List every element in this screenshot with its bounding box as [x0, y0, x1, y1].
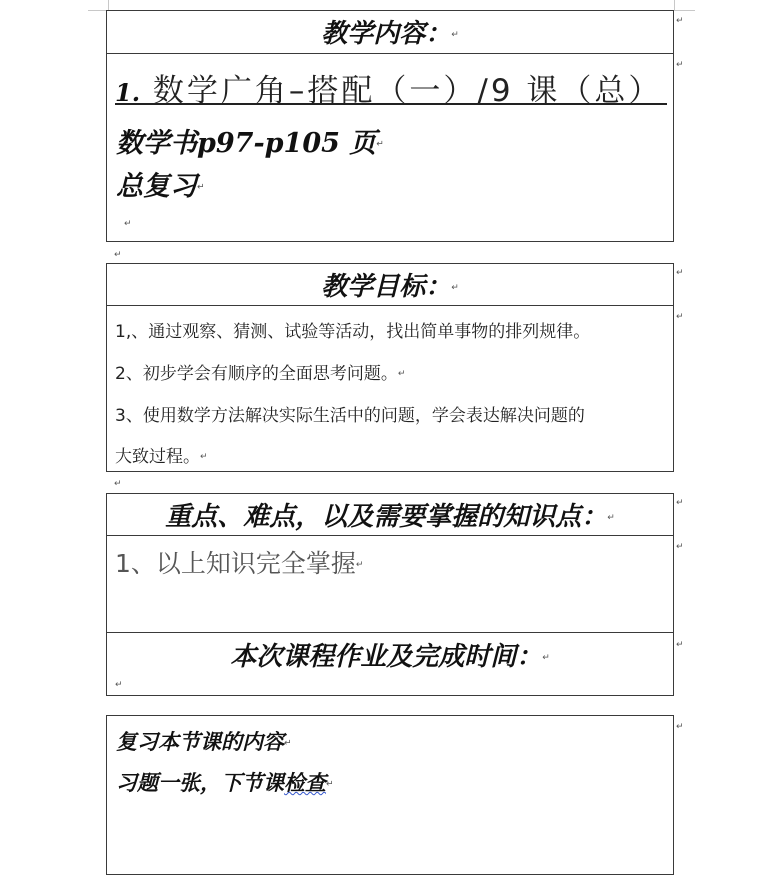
homework-line: 习题一张，下节课检查↵ [116, 770, 334, 795]
lesson-title: 数学广角–搭配（一）/9 课（总） [140, 73, 663, 109]
row-end-mark: ↵ [676, 640, 684, 650]
row-end-mark: ↵ [676, 312, 684, 322]
row-end-mark: ↵ [676, 498, 684, 508]
goal-item-continued: 大致过程。↵ [115, 447, 208, 467]
review-note: 总复习↵ [116, 171, 205, 202]
teaching-goals-table [106, 263, 674, 472]
spellcheck-underlined-word: 检查 [284, 770, 326, 795]
goal-item: 3、使用数学方法解决实际生活中的问题，学会表达解决问题的 [115, 406, 585, 426]
row-end-mark: ↵ [676, 60, 684, 70]
goal-item: 2、初步学会有顺序的全面思考问题。↵ [115, 364, 406, 384]
homework-details-table [106, 715, 674, 875]
key-points-header: 重点、难点，以及需要掌握的知识点：↵ [107, 494, 673, 536]
teaching-content-header: 教学内容：↵ [107, 11, 673, 54]
paragraph-mark: ↵ [114, 250, 122, 260]
row-end-mark: ↵ [676, 542, 684, 552]
row-end-mark: ↵ [676, 722, 684, 732]
textbook-pages: 数学书p97-p105 页↵ [116, 128, 384, 159]
goal-item: 1,、通过观察、猜测、试验等活动，找出简单事物的排列规律。 [115, 322, 591, 342]
key-points-body: 1、以上知识完全掌握↵ [115, 549, 364, 578]
key-points-table [106, 493, 674, 696]
paragraph-mark: ↵ [114, 479, 122, 489]
row-end-mark: ↵ [676, 268, 684, 278]
empty-paragraph-mark: ↵ [124, 219, 132, 229]
row-end-mark: ↵ [676, 16, 684, 26]
lesson-number: 1. [115, 78, 141, 107]
homework-header: 本次课程作业及完成时间：↵ [107, 632, 673, 676]
lesson-title-line [115, 65, 667, 109]
page-corner-mark-right [674, 0, 695, 11]
homework-line: 复习本节课的内容↵ [116, 729, 292, 754]
teaching-goals-header: 教学目标：↵ [107, 264, 673, 306]
teaching-content-table [106, 10, 674, 242]
empty-paragraph-mark: ↵ [115, 680, 123, 690]
